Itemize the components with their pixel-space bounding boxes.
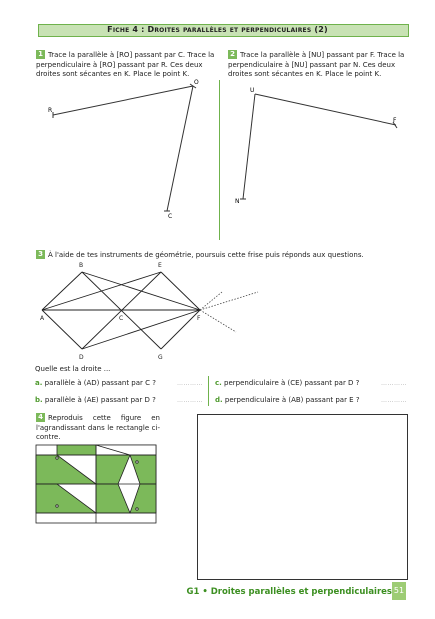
question-b-key: b. — [35, 396, 43, 404]
answer-c-dots[interactable]: ………… — [381, 380, 407, 387]
questions-separator — [208, 376, 209, 406]
segment-UF — [255, 94, 396, 125]
exercise-2-instructions: Trace la parallèle à [NU] passant par F. Trace la perpendiculaire à [NU] passant par N. Ces deux droites sont sécantes en K. Place le point K. — [228, 51, 405, 78]
page-title: Fiche 4 : Droites parallèles et perpendiculaires (2) — [107, 25, 328, 34]
drawing-rectangle[interactable] — [197, 414, 408, 580]
label-C: C — [168, 213, 173, 220]
label-C-frieze: C — [119, 315, 124, 322]
question-c-text: perpendiculaire à (CE) passant par D ? — [224, 379, 360, 387]
label-B: B — [79, 262, 84, 269]
question-c — [215, 379, 385, 388]
segment-UN — [243, 94, 255, 199]
exercise-2-number: 2 — [228, 50, 237, 59]
exercise-1-instructions: Trace la parallèle à [RO] passant par C. Trace la perpendiculaire à [RO] passant par R. Ces deux droites sont sécantes en K. Place le point K. — [36, 51, 215, 78]
label-F: F — [393, 117, 397, 124]
answer-b-dots[interactable]: ………… — [177, 397, 203, 404]
segment-RO — [53, 86, 193, 115]
exercise-4-figure — [36, 445, 156, 523]
label-A: A — [40, 315, 45, 322]
label-O: O — [194, 79, 199, 86]
segment-OC — [167, 86, 193, 211]
question-lead: Quelle est la droite ... — [35, 365, 111, 373]
exercise-3-instructions: À l'aide de tes instruments de géométrie, poursuis cette frise puis réponds aux questions. — [48, 251, 364, 259]
label-F-frieze: F — [197, 315, 201, 322]
exercise-4-instructions: Reproduis cette figure en l'agrandissant dans le rectangle ci-contre. — [36, 414, 160, 441]
exercise-4-number: 4 — [36, 413, 45, 422]
exercise-3-frieze — [42, 272, 200, 349]
frieze-continuation-lines — [200, 292, 258, 332]
label-R: R — [48, 107, 53, 114]
question-d — [215, 396, 385, 405]
label-G: G — [158, 354, 163, 361]
label-D: D — [79, 354, 84, 361]
exercise-1-figure — [53, 84, 196, 211]
answer-d-dots[interactable]: ………… — [381, 397, 407, 404]
label-U: U — [250, 87, 255, 94]
exercise-2-figure — [240, 94, 397, 199]
question-a-key: a. — [35, 379, 43, 387]
answer-a-dots[interactable]: ………… — [177, 380, 203, 387]
question-d-text: perpendiculaire à (AB) passant par E ? — [224, 396, 360, 404]
label-N: N — [235, 198, 240, 205]
label-E: E — [158, 262, 162, 269]
exercise-3-text — [36, 250, 408, 261]
footer-title: G1 • Droites parallèles et perpendiculaires — [186, 587, 392, 597]
exercise-1-number: 1 — [36, 50, 45, 59]
question-a-text: parallèle à (AD) passant par C ? — [44, 379, 156, 387]
question-b-text: parallèle à (AE) passant par D ? — [44, 396, 156, 404]
page-number: 51 — [392, 582, 406, 600]
question-c-key: c. — [215, 379, 222, 387]
exercise-4-text — [36, 413, 160, 443]
question-d-key: d. — [215, 396, 223, 404]
exercise-3-number: 3 — [36, 250, 45, 259]
